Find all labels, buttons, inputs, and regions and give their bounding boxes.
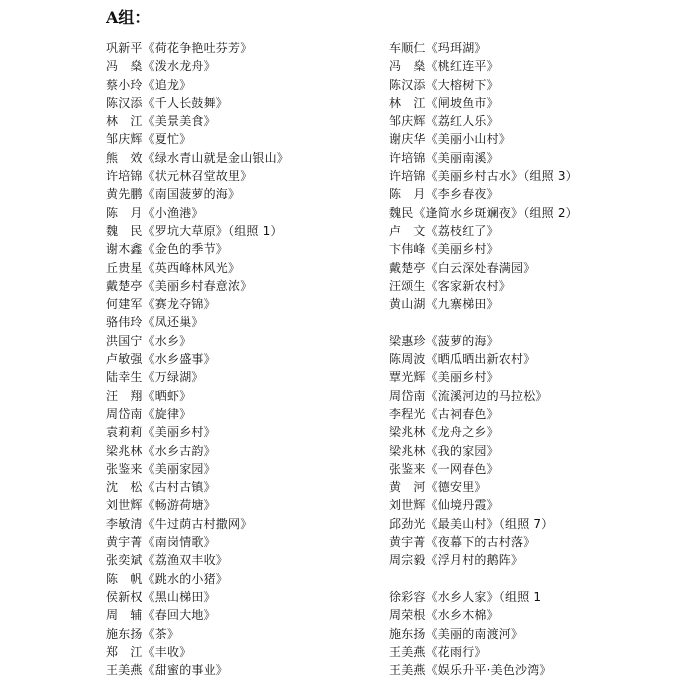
photo-entry: 卢 文《荔枝红了》 [389,223,499,238]
photo-entry: 周宗毅《浮月村的鹅阵》 [389,553,524,568]
photo-entry: 陈 帆《跳水的小猪》 [106,571,229,586]
photo-entry: 周 辅《春回大地》 [106,608,216,623]
photo-entry: 梁兆林《龙舟之乡》 [389,425,499,440]
photo-entry: 蔡小玲《追龙》 [106,77,192,92]
photo-entry: 刘世辉《仙境丹霞》 [389,498,499,513]
photo-entry: 邹庆辉《荔红人乐》 [389,114,499,129]
photo-entry: 许培锦《美丽南溪》 [389,150,499,165]
photo-entry: 许培锦《状元林召堂故里》 [106,169,253,184]
photo-entry: 施东扬《茶》 [106,626,180,641]
photo-entry: 王美燕《花雨行》 [389,644,487,659]
photo-entry: 谢庆华《美丽小山村》 [389,132,512,147]
photo-entry: 冯 燊《泼水龙舟》 [106,59,216,74]
photo-entry: 陈周波《晒瓜晒出新农村》 [389,352,536,367]
photo-entry: 陈 月《小渔港》 [106,205,204,220]
photo-entry: 梁兆林《水乡古韵》 [106,443,216,458]
photo-entry: 张鉴来《美丽家园》 [106,461,216,476]
photo-entry: 黄 河《德安里》 [389,480,487,495]
photo-entry: 汪 翔《晒虾》 [106,388,192,403]
photo-entry: 骆伟玲《凤还巢》 [106,315,204,330]
photo-entry: 冯 燊《桃红连平》 [389,59,499,74]
photo-entry: 戴楚亭《美丽乡村春意浓》 [106,278,253,293]
photo-entry: 许培锦《美丽乡村古水》（组照 3） [389,169,578,184]
right-entry-list [389,39,689,679]
photo-entry: 周岱南《流溪河边的马拉松》 [389,388,548,403]
photo-entry: 巩新平《荷花争艳吐芬芳》 [106,41,253,55]
photo-entry: 黄宇菁《南岗情歌》 [106,535,216,550]
photo-entry: 刘世辉《畅游荷塘》 [106,498,216,513]
photo-entry: 徐彩容《水乡人家》（组照 1 [389,589,542,604]
photo-entry: 施东扬《美丽的南渡河》 [389,626,524,641]
photo-entry: 王美燕《娱乐升平·美色沙湾》 [389,663,552,678]
photo-entry: 梁惠珍《菠萝的海》 [389,333,499,348]
photo-entry: 林 江《美景美食》 [106,114,216,129]
photo-entry: 何建军《赛龙夺锦》 [106,297,216,312]
photo-entry: 周岱南《旋律》 [106,406,192,421]
photo-entry: 邹庆辉《夏忙》 [106,132,192,147]
photo-entry: 魏 民《罗坑大草原》（组照 1） [106,223,283,238]
photo-entry: 侯新权《黑山梯田》 [106,589,216,604]
photo-entry: 黄先鹏《南国菠萝的海》 [106,187,241,202]
photo-entry: 郑 江《丰收》 [106,644,192,659]
photo-entry: 汪颂生《客家新农村》 [389,278,512,293]
photo-entry: 卞伟峰《美丽乡村》 [389,242,499,257]
photo-entry: 车顺仁《玛珥湖》 [389,41,487,55]
photo-entry: 魏民《逢简水乡斑斓夜》（组照 2） [389,205,578,220]
photo-entry: 王美燕《甜蜜的事业》 [106,663,229,678]
photo-entry: 张奕斌《荔渔双丰收》 [106,553,229,568]
photo-entry [389,570,689,588]
photo-entry: 周荣根《水乡木棉》 [389,608,499,623]
group-title: A组： [106,8,151,27]
photo-entry: 谢木鑫《金色的季节》 [106,242,229,257]
photo-entry: 张鉴来《一网春色》 [389,461,499,476]
photo-entry: 李程光《古祠春色》 [389,406,499,421]
photo-entry: 梁兆林《我的家园》 [389,443,499,458]
photo-entry: 陈汉添《千人长鼓舞》 [106,95,229,110]
photo-entry: 袁莉莉《美丽乡村》 [106,425,216,440]
photo-entry: 李敏清《牛过荫古村撒网》 [106,516,253,531]
photo-entry: 黄山湖《九寨梯田》 [389,297,499,312]
photo-entry: 戴楚亭《白云深处春满园》 [389,260,536,275]
photo-entry: 陆幸生《万绿湖》 [106,370,204,385]
photo-entry: 熊 效《绿水青山就是金山银山》 [106,150,290,165]
photo-entry: 丘贵星《英西峰林风光》 [106,260,241,275]
photo-entry: 覃光辉《美丽乡村》 [389,370,499,385]
photo-entry: 林 江《闸坡鱼市》 [389,95,499,110]
photo-entry: 邱劲光《最美山村》（组照 7） [389,516,554,531]
photo-entry: 陈 月《李乡春夜》 [389,187,499,202]
photo-entry: 陈汉添《大榕树下》 [389,77,499,92]
photo-entry: 洪国宁《水乡》 [106,333,192,348]
left-entry-list [106,39,386,679]
photo-entry: 卢敏强《水乡盛事》 [106,352,216,367]
photo-entry: 沈 松《古村古镇》 [106,480,216,495]
photo-entry: 黄宇菁《夜幕下的古村落》 [389,535,536,550]
photo-entry [389,313,689,331]
